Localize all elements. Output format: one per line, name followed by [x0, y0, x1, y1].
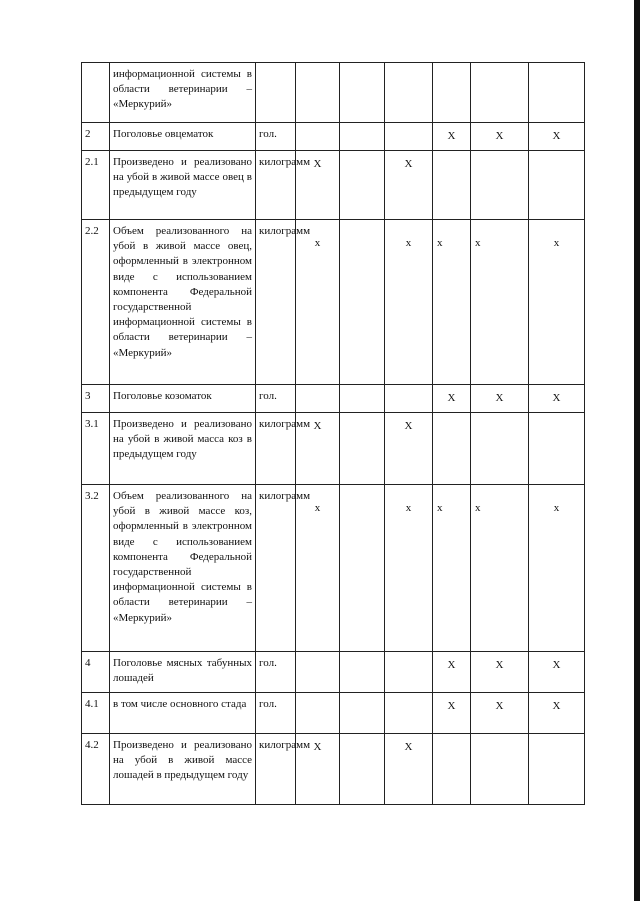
- cell-mark: [340, 63, 385, 123]
- cell-mark: [433, 151, 471, 220]
- row-description: Произведено и реализовано на убой в живой масса коз в предыдущем году: [110, 413, 256, 485]
- table-row: [82, 652, 585, 693]
- cell-mark: [296, 123, 340, 151]
- cell-mark: Х: [529, 123, 585, 151]
- cell-mark: [340, 385, 385, 413]
- cell-mark: Х: [529, 385, 585, 413]
- cell-mark: Х: [385, 734, 433, 805]
- cell-mark: [296, 63, 340, 123]
- cell-mark: [433, 734, 471, 805]
- cell-mark: х: [385, 485, 433, 652]
- row-description: информационной системы в области ветеринарии – «Меркурий»: [110, 63, 256, 123]
- cell-mark: [529, 151, 585, 220]
- cell-mark: Х: [433, 652, 471, 693]
- cell-mark: Х: [296, 413, 340, 485]
- cell-mark: [340, 652, 385, 693]
- cell-mark: х: [296, 485, 340, 652]
- cell-mark: Х: [296, 151, 340, 220]
- cell-mark: Х: [385, 151, 433, 220]
- cell-mark: Х: [433, 123, 471, 151]
- cell-mark: [340, 485, 385, 652]
- cell-mark: [296, 385, 340, 413]
- cell-mark: х: [433, 220, 471, 385]
- cell-mark: Х: [471, 123, 529, 151]
- row-unit: гол.: [256, 385, 296, 413]
- table-row: [82, 220, 585, 385]
- table-row: [82, 151, 585, 220]
- cell-mark: Х: [385, 413, 433, 485]
- table-row: [82, 485, 585, 652]
- row-description: Произведено и реализовано на убой в живой массе лошадей в предыдущем году: [110, 734, 256, 805]
- cell-mark: [340, 693, 385, 734]
- cell-mark: х: [471, 220, 529, 385]
- cell-mark: [529, 413, 585, 485]
- row-unit: гол.: [256, 652, 296, 693]
- cell-mark: Х: [296, 734, 340, 805]
- data-table: [81, 62, 585, 805]
- row-unit: гол.: [256, 123, 296, 151]
- cell-mark: [385, 63, 433, 123]
- cell-mark: [385, 123, 433, 151]
- row-number: 4.2: [82, 734, 110, 805]
- cell-mark: [529, 734, 585, 805]
- row-number: 4: [82, 652, 110, 693]
- cell-mark: [471, 413, 529, 485]
- row-unit: килограмм: [256, 220, 296, 385]
- cell-mark: х: [529, 485, 585, 652]
- cell-mark: Х: [433, 693, 471, 734]
- cell-mark: Х: [471, 693, 529, 734]
- row-description: Поголовье козоматок: [110, 385, 256, 413]
- row-number: 3: [82, 385, 110, 413]
- row-description: в том числе основного стада: [110, 693, 256, 734]
- scan-edge: [634, 0, 640, 901]
- row-description: Поголовье мясных табунных лошадей: [110, 652, 256, 693]
- cell-mark: Х: [471, 652, 529, 693]
- row-unit: гол.: [256, 693, 296, 734]
- cell-mark: [385, 693, 433, 734]
- row-number: 2.2: [82, 220, 110, 385]
- row-description: Объем реализованного на убой в живой массе коз, оформленный в электронном виде с использованием компонента Федеральной государственной информационной системы в области ветеринарии – «Меркурий»: [110, 485, 256, 652]
- table-row: [82, 693, 585, 734]
- cell-mark: [340, 413, 385, 485]
- cell-mark: [471, 151, 529, 220]
- cell-mark: х: [433, 485, 471, 652]
- table-row: [82, 385, 585, 413]
- cell-mark: [385, 385, 433, 413]
- cell-mark: [385, 652, 433, 693]
- cell-mark: х: [296, 220, 340, 385]
- cell-mark: Х: [471, 385, 529, 413]
- row-description: Поголовье овцематок: [110, 123, 256, 151]
- table-row: [82, 734, 585, 805]
- row-unit: килограмм: [256, 413, 296, 485]
- cell-mark: [340, 123, 385, 151]
- cell-mark: х: [385, 220, 433, 385]
- cell-mark: [433, 413, 471, 485]
- table-row: [82, 63, 585, 123]
- cell-mark: [340, 220, 385, 385]
- row-number: [82, 63, 110, 123]
- cell-mark: [296, 693, 340, 734]
- cell-mark: [296, 652, 340, 693]
- row-unit: килограмм: [256, 485, 296, 652]
- cell-mark: Х: [529, 693, 585, 734]
- cell-mark: [471, 63, 529, 123]
- cell-mark: Х: [433, 385, 471, 413]
- cell-mark: х: [471, 485, 529, 652]
- cell-mark: [340, 151, 385, 220]
- row-number: 3.1: [82, 413, 110, 485]
- row-description: Произведено и реализовано на убой в живой массе овец в предыдущем году: [110, 151, 256, 220]
- row-unit: килограмм: [256, 734, 296, 805]
- row-number: 2.1: [82, 151, 110, 220]
- cell-mark: [433, 63, 471, 123]
- row-unit: [256, 63, 296, 123]
- cell-mark: [471, 734, 529, 805]
- cell-mark: [340, 734, 385, 805]
- cell-mark: х: [529, 220, 585, 385]
- row-unit: килограмм: [256, 151, 296, 220]
- row-number: 3.2: [82, 485, 110, 652]
- table-row: [82, 123, 585, 151]
- row-description: Объем реализованного на убой в живой массе овец, оформленный в электронном виде с использованием компонента Федеральной государственной информационной системы в области ветеринарии – «Меркурий»: [110, 220, 256, 385]
- cell-mark: Х: [529, 652, 585, 693]
- cell-mark: [529, 63, 585, 123]
- row-number: 4.1: [82, 693, 110, 734]
- row-number: 2: [82, 123, 110, 151]
- table-row: [82, 413, 585, 485]
